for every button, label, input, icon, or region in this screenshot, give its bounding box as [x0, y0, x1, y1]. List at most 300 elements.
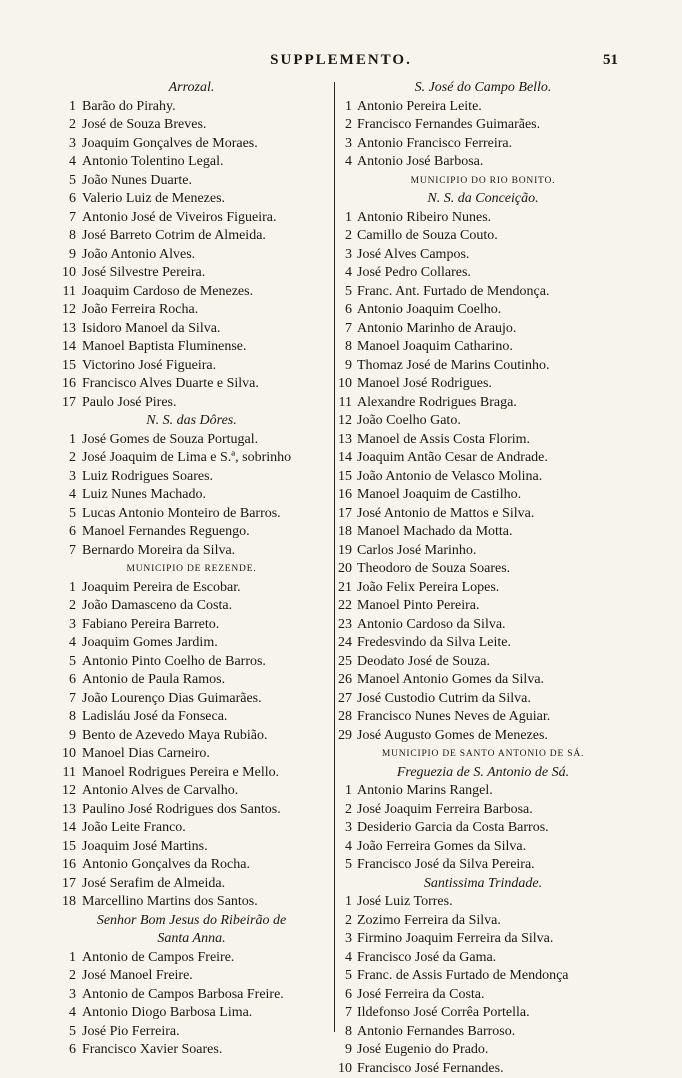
entry-name: Camillo de Souza Couto.: [357, 228, 498, 243]
list-item: [50, 135, 333, 154]
list-item: [50, 708, 333, 727]
entry-number: 20: [338, 561, 352, 576]
entry-number: 4: [69, 1005, 76, 1020]
municipality-heading: MUNICIPIO DO RIO BONITO.: [410, 175, 556, 186]
entry-name: Francisco Xavier Soares.: [82, 1042, 223, 1057]
entry-number: 12: [62, 302, 76, 317]
list-item: [50, 246, 333, 265]
entry-name: José Pio Ferreira.: [82, 1023, 180, 1039]
entry-name: Francisco Fernandes Guimarães.: [357, 117, 541, 132]
entry-name: Manoel de Assis Costa Florim.: [357, 431, 531, 447]
list-item: [338, 967, 628, 986]
entry-name: José Pedro Collares.: [357, 265, 471, 280]
list-item: [338, 690, 628, 709]
list-item: [50, 320, 333, 339]
list-item: [50, 801, 333, 820]
list-item: [50, 542, 333, 561]
list-item: [338, 930, 628, 949]
entry-name: Manoel Antonio Gomes da Silva.: [357, 672, 545, 687]
list-item: [50, 949, 333, 968]
entry-name: Ladisláu José da Fonseca.: [82, 709, 228, 724]
entry-number: 3: [345, 820, 352, 835]
list-item: [50, 653, 333, 672]
section-heading: Freguezia de S. Antonio de Sá.: [396, 764, 570, 780]
entry-name: José Antonio de Mattos e Silva.: [357, 505, 535, 521]
entry-number: 4: [345, 154, 352, 169]
section-heading: Santissima Trindade.: [423, 875, 543, 891]
entry-number: 2: [345, 801, 352, 817]
entry-number: 1: [69, 98, 76, 114]
list-item: [50, 838, 333, 857]
entry-name: José Custodio Cutrim da Silva.: [357, 690, 531, 706]
list-item: [338, 653, 628, 672]
entry-number: 4: [69, 487, 76, 502]
list-item: [50, 153, 333, 172]
entry-number: 18: [62, 894, 76, 909]
list-item: [338, 597, 628, 616]
entry-number: 11: [62, 283, 76, 299]
list-item: [338, 338, 628, 357]
entry-number: 9: [69, 246, 76, 262]
entry-name: Antonio Alves de Carvalho.: [82, 783, 239, 798]
list-item: [338, 579, 628, 598]
entry-name: João Antonio Alves.: [82, 246, 196, 262]
entry-number: 9: [69, 727, 76, 743]
entry-number: 14: [62, 820, 76, 835]
entry-number: 13: [62, 320, 76, 336]
entry-name: João Ferreira Gomes da Silva.: [357, 838, 527, 854]
entry-name: Antonio de Paula Ramos.: [82, 672, 226, 687]
list-item: [338, 468, 628, 487]
list-item: [338, 431, 628, 450]
entry-name: Manoel Rodrigues Pereira e Mello.: [82, 764, 280, 780]
municipality-heading: MUNICIPIO DE REZENDE.: [126, 564, 257, 574]
entry-name: José de Souza Breves.: [82, 117, 207, 132]
entry-number: 17: [338, 505, 352, 521]
entry-number: 12: [62, 783, 76, 798]
entry-name: João Coelho Gato.: [357, 413, 461, 428]
entry-number: 13: [62, 801, 76, 817]
list-item: [338, 856, 628, 875]
list-item: [50, 782, 333, 801]
list-item: [50, 357, 333, 376]
entry-number: 2: [69, 968, 76, 983]
list-item: [338, 782, 628, 801]
list-item: [50, 394, 333, 413]
entry-name: Antonio José Barbosa.: [357, 154, 484, 169]
entry-number: 5: [69, 505, 76, 521]
entry-name: Antonio Cardoso da Silva.: [357, 616, 506, 632]
entry-name: Desiderio Garcia da Costa Barros.: [357, 820, 549, 835]
list-item: [338, 505, 628, 524]
column-divider: [334, 82, 335, 1032]
running-title: SUPPLEMENTO.: [270, 52, 412, 68]
entry-name: João Antonio de Velasco Molina.: [357, 468, 543, 484]
list-item: [50, 893, 333, 912]
entry-name: Antonio Joaquim Coelho.: [357, 302, 502, 317]
list-item: [50, 172, 333, 191]
list-item: [50, 375, 333, 394]
entry-number: 10: [62, 265, 76, 280]
entry-number: 6: [345, 986, 352, 1002]
section-heading: Santa Anna.: [157, 931, 226, 946]
entry-name: José Joaquim de Lima e S.ª, sobrinho: [82, 450, 292, 465]
entry-number: 3: [69, 616, 76, 632]
municipality-heading: MUNICIPIO DE SANTO ANTONIO DE SÁ.: [381, 749, 585, 759]
entry-name: José Serafim de Almeida.: [82, 875, 226, 891]
entry-name: Bento de Azevedo Maya Rubião.: [82, 727, 268, 743]
entry-name: Francisco Alves Duarte e Silva.: [82, 376, 259, 391]
entry-number: 3: [69, 468, 76, 484]
entry-number: 3: [345, 135, 352, 151]
entry-name: Joaquim Gomes Jardim.: [82, 635, 218, 650]
entry-number: 8: [345, 339, 352, 354]
list-item: [338, 727, 628, 746]
list-item: [338, 246, 628, 265]
entry-name: Antonio Francisco Ferreira.: [357, 135, 513, 151]
section-heading: Senhor Bom Jesus do Ribeirão de: [96, 912, 287, 928]
entry-number: 7: [69, 542, 76, 558]
list-item: [50, 819, 333, 838]
entry-number: 3: [69, 986, 76, 1002]
entry-name: Joaquim Pereira de Escobar.: [82, 579, 241, 595]
entry-number: 5: [69, 1023, 76, 1039]
entry-number: 10: [338, 1060, 352, 1076]
entry-name: José Manoel Freire.: [82, 968, 193, 983]
entry-number: 14: [338, 450, 352, 465]
entry-number: 2: [345, 228, 352, 243]
list-item: [50, 505, 333, 524]
list-item: [50, 856, 333, 875]
entry-name: Manoel Pinto Pereira.: [357, 598, 480, 613]
entry-number: 13: [338, 431, 352, 447]
entry-name: Theodoro de Souza Soares.: [357, 561, 511, 576]
entry-name: Antonio Pereira Leite.: [357, 98, 482, 114]
list-item: [50, 486, 333, 505]
entry-number: 24: [338, 635, 352, 650]
entry-name: Lucas Antonio Monteiro de Barros.: [82, 505, 281, 521]
list-item: [50, 616, 333, 635]
list-item: [338, 135, 628, 154]
list-item: [338, 375, 628, 394]
entry-name: Victorino José Figueira.: [82, 357, 217, 373]
section-heading: S. José do Campo Bello.: [414, 80, 552, 95]
entry-number: 2: [345, 912, 352, 928]
entry-number: 3: [345, 246, 352, 262]
list-item: [338, 394, 628, 413]
entry-number: 7: [69, 690, 76, 706]
entry-name: Luiz Nunes Machado.: [82, 487, 207, 502]
entry-name: Joaquim Cardoso de Menezes.: [82, 283, 254, 299]
section-heading: N. S. da Conceição.: [427, 191, 539, 206]
entry-name: Deodato José de Souza.: [357, 653, 490, 669]
entry-number: 8: [69, 709, 76, 724]
entry-number: 28: [338, 709, 352, 724]
entry-name: Marcellino Martins dos Santos.: [82, 894, 258, 909]
entry-number: 7: [345, 1005, 352, 1020]
entry-number: 2: [345, 117, 352, 132]
list-item: [50, 690, 333, 709]
entry-name: João Damasceno da Costa.: [82, 598, 233, 613]
entry-number: 4: [69, 154, 76, 169]
list-item: [338, 153, 628, 172]
entry-name: Francisco José da Gama.: [357, 949, 497, 965]
list-item: [50, 116, 333, 135]
entry-name: Valerio Luiz de Menezes.: [82, 191, 226, 206]
entry-number: 2: [69, 450, 76, 465]
list-item: [50, 431, 333, 450]
entry-name: Thomaz José de Marins Coutinho.: [357, 357, 550, 373]
entry-number: 17: [62, 394, 76, 410]
entry-name: Manoel Machado da Motta.: [357, 524, 513, 539]
entry-name: Ildefonso José Corrêa Portella.: [357, 1005, 530, 1020]
list-item: [50, 338, 333, 357]
left-column: [50, 79, 333, 1060]
entry-name: Franc. Ant. Furtado de Mendonça.: [357, 283, 550, 299]
list-item: [338, 801, 628, 820]
entry-name: Bernardo Moreira da Silva.: [82, 542, 236, 558]
list-item: [338, 1004, 628, 1023]
entry-name: Carlos José Marinho.: [357, 542, 477, 558]
entry-number: 4: [345, 265, 352, 280]
entry-number: 21: [338, 579, 352, 595]
entry-name: Antonio José de Viveiros Figueira.: [82, 209, 277, 225]
entry-number: 4: [345, 838, 352, 854]
entry-number: 15: [62, 838, 76, 854]
entry-name: Francisco José Fernandes.: [357, 1060, 504, 1076]
entry-name: Barão do Pirahy.: [82, 98, 176, 114]
entry-number: 14: [62, 339, 76, 354]
list-item: [50, 745, 333, 764]
entry-number: 27: [338, 690, 352, 706]
entry-number: 7: [345, 320, 352, 336]
list-item: [338, 708, 628, 727]
entry-name: João Leite Franco.: [82, 820, 186, 835]
entry-name: Antonio de Campos Barbosa Freire.: [82, 986, 284, 1002]
entry-name: Antonio Marinho de Araujo.: [357, 320, 517, 336]
entry-number: 7: [69, 209, 76, 225]
list-item: [50, 579, 333, 598]
entry-name: Antonio Ribeiro Nunes.: [357, 209, 492, 225]
list-item: [50, 986, 333, 1005]
entry-name: Antonio Gonçalves da Rocha.: [82, 857, 250, 872]
entry-number: 22: [338, 598, 352, 613]
entry-number: 6: [69, 672, 76, 687]
entry-name: João Ferreira Rocha.: [82, 302, 199, 317]
entry-number: 19: [338, 542, 352, 558]
entry-number: 16: [338, 487, 352, 502]
list-item: [50, 1004, 333, 1023]
entry-number: 2: [69, 117, 76, 132]
entry-number: 17: [62, 875, 76, 891]
list-item: [338, 560, 628, 579]
section-heading: N. S. das Dôres.: [146, 413, 237, 428]
entry-number: 9: [345, 1042, 352, 1057]
entry-name: José Eugenio do Prado.: [357, 1042, 489, 1057]
entry-name: Antonio Fernandes Barroso.: [357, 1023, 516, 1039]
entry-name: Alexandre Rodrigues Braga.: [357, 394, 517, 410]
list-item: [50, 301, 333, 320]
entry-number: 4: [69, 635, 76, 650]
entry-number: 2: [69, 598, 76, 613]
entry-number: 8: [345, 1023, 352, 1039]
list-item: [50, 283, 333, 302]
list-item: [50, 468, 333, 487]
list-item: [50, 190, 333, 209]
entry-name: José Augusto Gomes de Menezes.: [357, 727, 548, 743]
entry-number: 1: [69, 949, 76, 965]
entry-name: Manoel Baptista Fluminense.: [82, 339, 247, 354]
entry-name: Paulo José Pires.: [82, 394, 177, 410]
list-item: [338, 357, 628, 376]
entry-number: 16: [62, 376, 76, 391]
list-item: [50, 227, 333, 246]
list-item: [338, 116, 628, 135]
list-item: [50, 875, 333, 894]
entry-number: 6: [69, 524, 76, 539]
entry-number: 3: [69, 135, 76, 151]
list-item: [50, 98, 333, 117]
list-item: [50, 523, 333, 542]
entry-number: 5: [345, 968, 352, 983]
entry-number: 1: [345, 98, 352, 114]
list-item: [338, 893, 628, 912]
list-item: [338, 1041, 628, 1060]
entry-name: José Silvestre Pereira.: [82, 265, 206, 280]
list-item: [338, 1023, 628, 1042]
list-item: [50, 967, 333, 986]
list-item: [338, 449, 628, 468]
entry-number: 5: [69, 653, 76, 669]
entry-name: Francisco Nunes Neves de Aguiar.: [357, 709, 551, 724]
entry-number: 1: [69, 579, 76, 595]
entry-number: 15: [338, 468, 352, 484]
entry-number: 25: [338, 653, 352, 669]
entry-number: 1: [345, 209, 352, 225]
list-item: [50, 727, 333, 746]
entry-name: Franc. de Assis Furtado de Mendonça: [357, 968, 569, 983]
entry-number: 26: [338, 672, 352, 687]
entry-number: 6: [345, 302, 352, 317]
entry-name: Paulino José Rodrigues dos Santos.: [82, 801, 281, 817]
entry-number: 12: [338, 413, 352, 428]
list-item: [338, 412, 628, 431]
entry-name: Fredesvindo da Silva Leite.: [357, 635, 511, 650]
list-item: [338, 227, 628, 246]
list-item: [338, 949, 628, 968]
entry-number: 10: [338, 376, 352, 391]
list-item: [50, 209, 333, 228]
list-item: [338, 838, 628, 857]
entry-name: Antonio Pinto Coelho de Barros.: [82, 653, 266, 669]
list-item: [338, 98, 628, 117]
list-item: [338, 1060, 628, 1078]
entry-name: José Luiz Torres.: [357, 894, 453, 909]
entry-number: 1: [345, 894, 352, 909]
entry-name: Joaquim José Martins.: [82, 838, 208, 854]
right-column: [338, 79, 628, 1078]
entry-number: 5: [345, 283, 352, 299]
entry-name: Joaquim Antão Cesar de Andrade.: [357, 450, 548, 465]
entry-number: 29: [338, 727, 352, 743]
entry-number: 11: [338, 394, 352, 410]
list-item: [50, 1041, 333, 1060]
entry-number: 8: [69, 228, 76, 243]
entry-name: João Nunes Duarte.: [82, 172, 193, 188]
list-item: [338, 209, 628, 228]
entry-name: Francisco José da Silva Pereira.: [357, 857, 535, 872]
list-item: [50, 671, 333, 690]
entry-name: Manoel Fernandes Reguengo.: [82, 524, 250, 539]
entry-name: Firmino Joaquim Ferreira da Silva.: [357, 931, 554, 946]
list-item: [50, 449, 333, 468]
entry-number: 23: [338, 616, 352, 632]
entry-number: 15: [62, 357, 76, 373]
entry-name: João Lourenço Dias Guimarães.: [82, 690, 262, 706]
entry-name: José Barreto Cotrim de Almeida.: [82, 228, 266, 243]
entry-name: Manoel Joaquim de Castilho.: [357, 487, 522, 502]
page-header: [0, 52, 682, 72]
list-item: [338, 912, 628, 931]
entry-number: 16: [62, 857, 76, 872]
entry-name: Fabiano Pereira Barreto.: [82, 616, 220, 632]
list-item: [338, 283, 628, 302]
entry-name: Antonio Tolentino Legal.: [82, 154, 224, 169]
entry-number: 10: [62, 746, 76, 761]
list-item: [50, 597, 333, 616]
entry-name: Joaquim Gonçalves de Moraes.: [82, 135, 258, 151]
list-item: [338, 616, 628, 635]
entry-number: 18: [338, 524, 352, 539]
list-item: [50, 764, 333, 783]
entry-number: 6: [69, 1042, 76, 1057]
entry-name: Isidoro Manoel da Silva.: [82, 320, 221, 336]
list-item: [338, 301, 628, 320]
entry-number: 1: [345, 783, 352, 798]
page-number: 51: [603, 52, 618, 68]
entry-name: Zozimo Ferreira da Silva.: [357, 912, 501, 928]
list-item: [50, 634, 333, 653]
entry-name: José Ferreira da Costa.: [357, 986, 485, 1002]
entry-name: Antonio Diogo Barbosa Lima.: [82, 1005, 253, 1020]
list-item: [338, 542, 628, 561]
entry-name: João Felix Pereira Lopes.: [357, 579, 500, 595]
list-item: [338, 986, 628, 1005]
list-item: [338, 819, 628, 838]
entry-name: José Joaquim Ferreira Barbosa.: [357, 801, 533, 817]
entry-name: Luiz Rodrigues Soares.: [82, 468, 214, 484]
entry-name: Antonio Marins Rangel.: [357, 783, 493, 798]
list-item: [338, 486, 628, 505]
entry-name: Manoel Dias Carneiro.: [82, 746, 210, 761]
entry-number: 3: [345, 931, 352, 946]
entry-number: 9: [345, 357, 352, 373]
entry-number: 11: [62, 764, 76, 780]
entry-name: Manoel José Rodrigues.: [357, 376, 492, 391]
entry-name: Antonio de Campos Freire.: [82, 949, 235, 965]
list-item: [50, 1023, 333, 1042]
section-heading: Arrozal.: [168, 80, 215, 95]
list-item: [338, 671, 628, 690]
entry-name: Manoel Joaquim Catharino.: [357, 339, 513, 354]
list-item: [50, 264, 333, 283]
entry-name: José Gomes de Souza Portugal.: [82, 431, 259, 447]
list-item: [338, 264, 628, 283]
list-item: [338, 523, 628, 542]
list-item: [338, 320, 628, 339]
entry-number: 5: [345, 857, 352, 872]
entry-number: 6: [69, 191, 76, 206]
